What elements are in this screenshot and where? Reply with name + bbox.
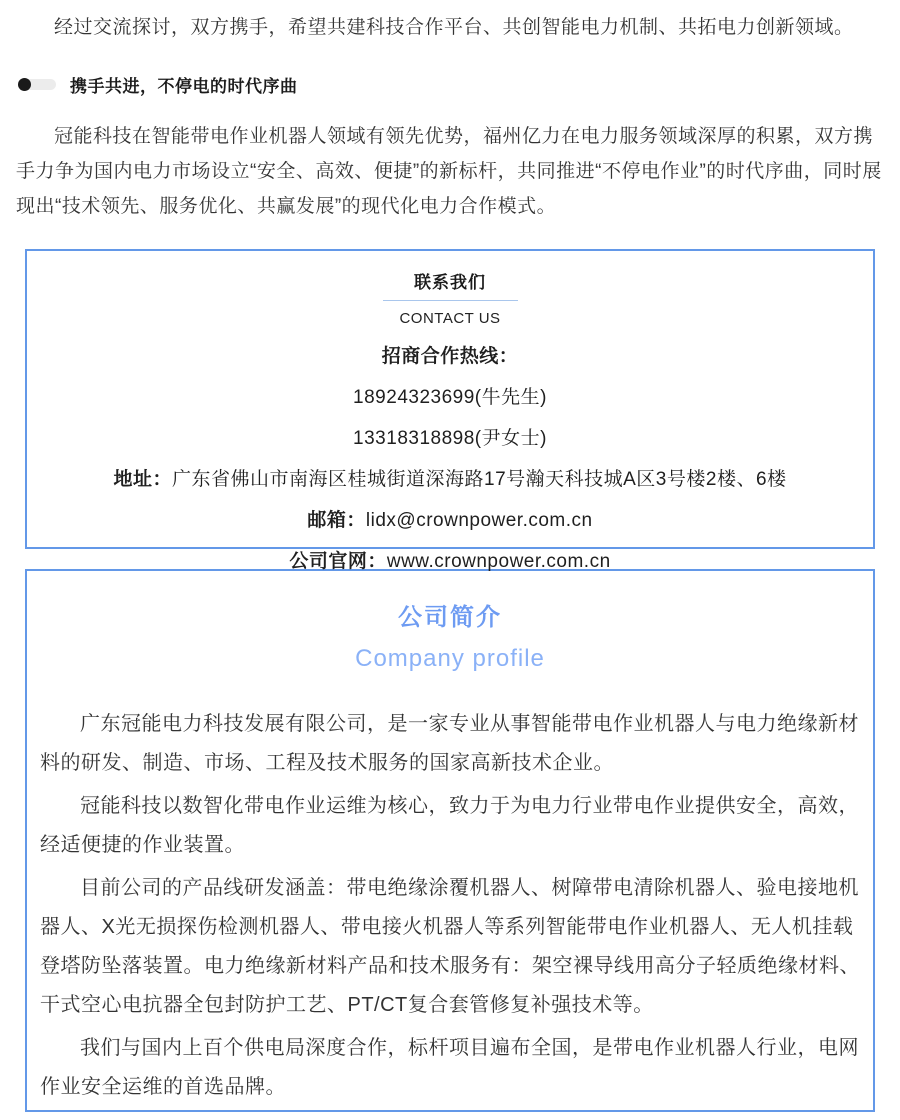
section-heading <box>18 72 884 97</box>
address-value: 广东省佛山市南海区桂城街道深海路17号瀚天科技城A区3号楼2楼、6楼 <box>172 469 787 490</box>
website-label: 公司官网： <box>289 551 387 572</box>
address-label: 地址： <box>113 469 172 490</box>
profile-title: 公司简介 <box>398 604 502 631</box>
bullet-dot-shape <box>18 78 31 91</box>
email-label: 邮箱： <box>307 510 366 531</box>
section-paragraph: 冠能科技在智能带电作业机器人领域有领先优势，福州亿力在电力服务领域深厚的积累，双方携手力争为国内电力市场设立“安全、高效、便捷”的新标杆，共同推进“不停电作业”的时代序曲，同时展现出“技术领先、服务优化、共赢发展”的现代化电力合作模式。 <box>16 126 882 217</box>
contact-box <box>25 249 875 572</box>
company-profile-box <box>25 569 875 1112</box>
email-value: lidx@crownpower.com.cn <box>365 510 593 531</box>
contact-subtitle: CONTACT US <box>399 310 501 327</box>
title-underline-divider <box>383 300 518 301</box>
contact-title: 联系我们 <box>414 273 486 292</box>
profile-paragraph: 目前公司的产品线研发涵盖：带电绝缘涂覆机器人、树障带电清除机器人、验电接地机器人、X光无损探伤检测机器人、带电接火机器人等系列智能带电作业机器人、无人机挂载登塔防坠落装置。电力绝缘新材料产品和技术服务有：架空裸导线用高分子轻质绝缘材料、 干式空心电抗器全包封防护工艺、PT/CT复合套管修复补强技术等。 <box>40 877 860 1016</box>
bullet-toggle-icon <box>18 78 56 91</box>
website-value: www.crownpower.com.cn <box>386 551 611 572</box>
profile-paragraph: 我们与国内上百个供电局深度合作，标杆项目遍布全国，是带电作业机器人行业，电网作业安全运维的首选品牌。 <box>40 1037 859 1098</box>
hotline-label: 招商合作热线： <box>381 346 519 367</box>
phone-number-1: 18924323699(牛先生) <box>353 387 547 408</box>
phone-number-2: 13318318898(尹女士) <box>353 428 547 449</box>
profile-paragraph: 广东冠能电力科技发展有限公司，是一家专业从事智能带电作业机器人与电力绝缘新材料的研发、制造、市场、工程及技术服务的国家高新技术企业。 <box>40 713 859 774</box>
section-heading-text: 携手共进，不停电的时代序曲 <box>70 77 298 96</box>
email-line <box>27 505 873 532</box>
profile-body <box>40 705 860 1107</box>
profile-paragraph: 冠能科技以数智化带电作业运维为核心，致力于为电力行业带电作业提供安全，高效，经适便捷的作业装置。 <box>40 795 859 856</box>
profile-subtitle: Company profile <box>355 645 545 672</box>
intro-paragraph: 经过交流探讨，双方携手，希望共建科技合作平台、共创智能电力机制、共拓电力创新领域。 <box>54 17 854 38</box>
address-line <box>27 464 873 491</box>
